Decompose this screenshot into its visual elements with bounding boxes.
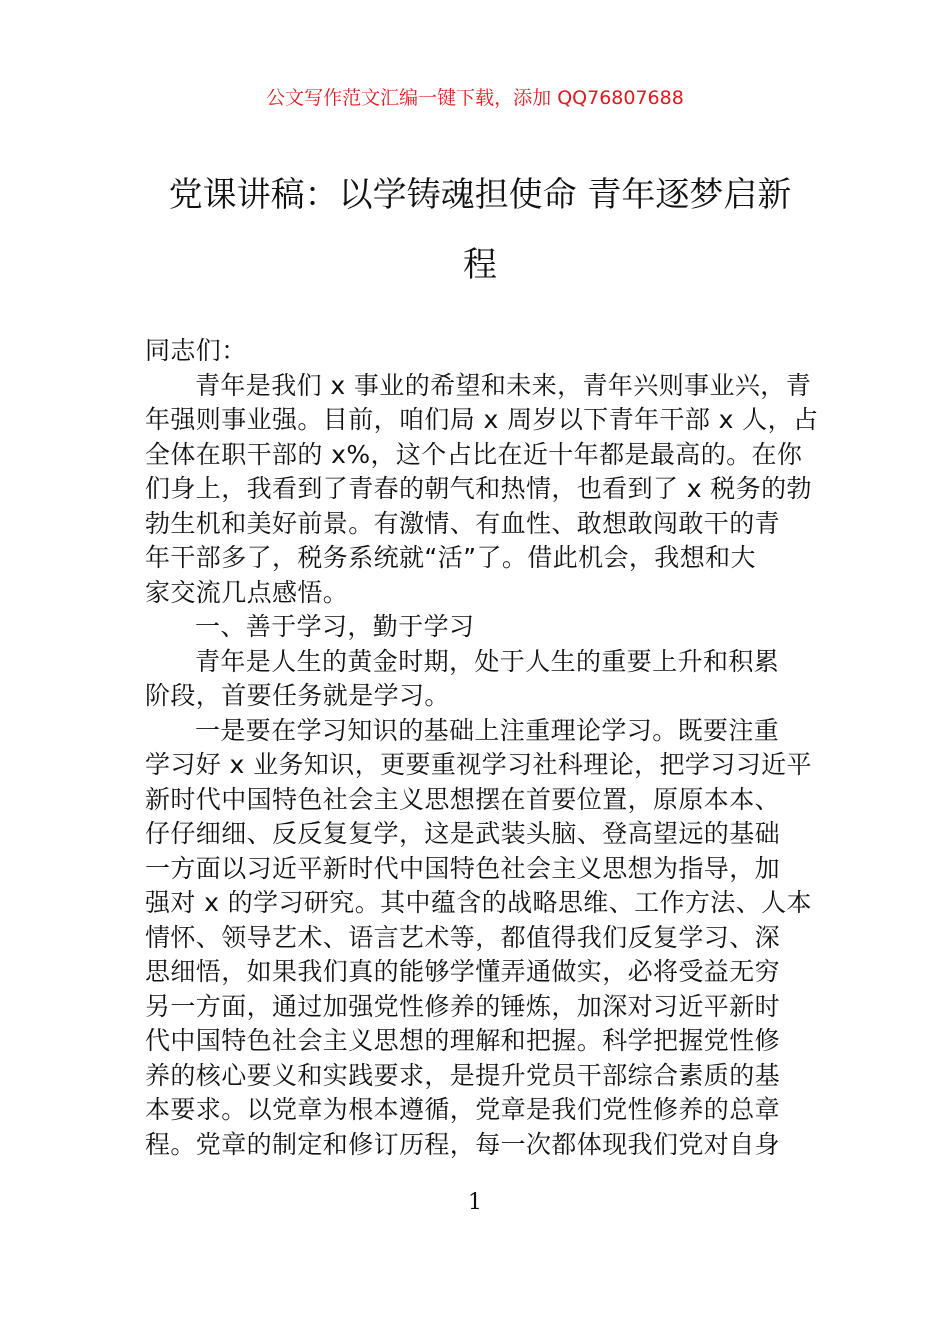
paragraph-line: 一是要在学习知识的基础上注重理论学习。既要注重 bbox=[195, 715, 780, 745]
paragraph-line: 家交流几点感悟。 bbox=[145, 577, 349, 607]
paragraph-line: 青年是我们 x 事业的希望和未来，青年兴则事业兴，青 bbox=[195, 370, 812, 400]
paragraph-line: 思细悟，如果我们真的能够学懂弄通做实，必将受益无穷 bbox=[145, 957, 781, 986]
paragraph-line: 学习好 x 业务知识，更要重视学习社科理论，把学习习近平 bbox=[145, 750, 812, 779]
paragraph-line: 年干部多了，税务系统就“活”了。借此机会，我想和大 bbox=[145, 543, 756, 572]
paragraph-line: 阶段，首要任务就是学习。 bbox=[145, 681, 450, 710]
paragraph-line: 勃生机和美好前景。有激情、有血性、敢想敢闯敢干的青 bbox=[145, 508, 781, 538]
document-title-line-2: 程 bbox=[463, 245, 497, 285]
paragraph-line: 们身上，我看到了青春的朝气和热情，也看到了 x 税务的勃 bbox=[145, 474, 812, 503]
paragraph-line: 仔仔细细、反反复复学，这是武装头脑、登高望远的基础 bbox=[145, 819, 781, 848]
page-number: 1 bbox=[468, 1190, 482, 1215]
paragraph-line: 年强则事业强。目前，咱们局 x 周岁以下青年干部 x 人，占 bbox=[145, 405, 819, 434]
paragraph-line: 全体在职干部的 x%，这个占比在近十年都是最高的。在你 bbox=[145, 439, 803, 469]
document-body bbox=[145, 334, 819, 1162]
paragraph-line: 强对 x 的学习研究。其中蕴含的战略思维、工作方法、人本 bbox=[145, 888, 812, 917]
paragraph-line: 代中国特色社会主义思想的理解和把握。科学把握党性修 bbox=[145, 1026, 781, 1055]
paragraph-line: 养的核心要义和实践要求，是提升党员干部综合素质的基 bbox=[145, 1060, 781, 1090]
section-heading: 一、善于学习，勤于学习 bbox=[195, 612, 475, 641]
download-promo-banner: 公文写作范文汇编一键下载，添加 QQ76807688 bbox=[266, 87, 684, 109]
paragraph-line: 程。党章的制定和修订历程，每一次都体现我们党对自身 bbox=[145, 1129, 781, 1159]
paragraph-line: 新时代中国特色社会主义思想摆在首要位置，原原本本、 bbox=[145, 784, 781, 814]
paragraph-line: 情怀、领导艺术、语言艺术等，都值得我们反复学习、深 bbox=[145, 922, 781, 952]
paragraph-line: 青年是人生的黄金时期，处于人生的重要上升和积累 bbox=[195, 646, 780, 676]
paragraph-line: 本要求。以党章为根本遵循，党章是我们党性修养的总章 bbox=[145, 1095, 781, 1124]
paragraph-line: 另一方面，通过加强党性修养的锤炼，加深对习近平新时 bbox=[145, 991, 781, 1021]
paragraph-line: 一方面以习近平新时代中国特色社会主义思想为指导，加 bbox=[145, 853, 781, 883]
document-title-line-1: 党课讲稿：以学铸魂担使命 青年逐梦启新 bbox=[168, 175, 792, 215]
salutation: 同志们： bbox=[145, 336, 247, 365]
